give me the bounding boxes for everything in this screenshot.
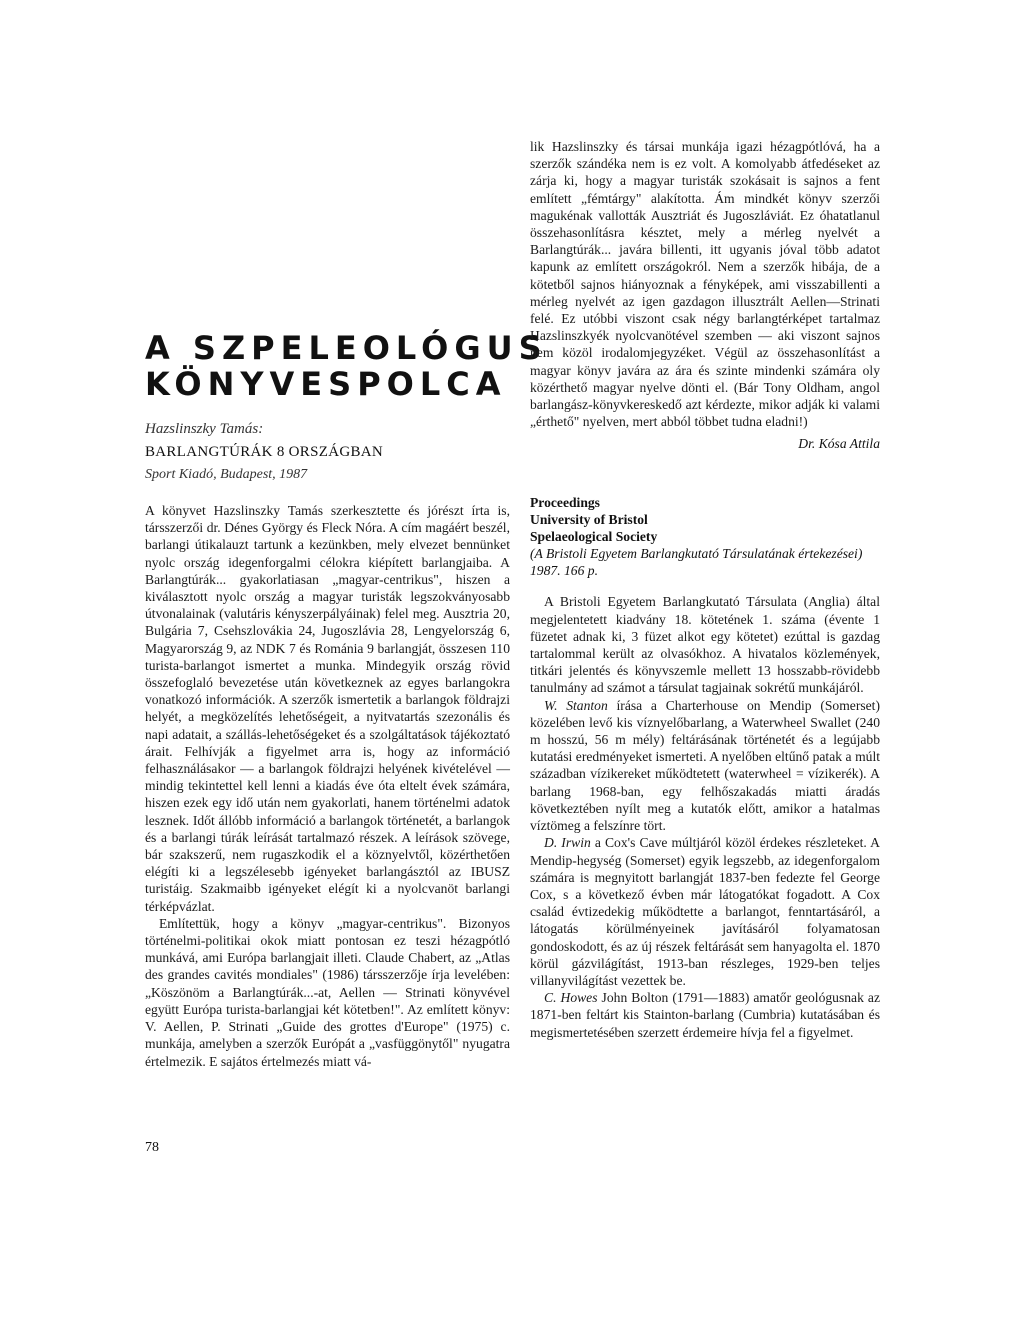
review-body-left: [145, 502, 510, 1070]
review-paragraph-2-cont: lik Hazslinszky és társai munkája igazi hézagpótlóvá, ha a szerzők szándéka nem is ez volt. A komolyabb átfedéseket az zárja ki, hogy a magyar turisták szokásait is sajnos a fent említett „fémtárgy" alakította. Ám mindkét könyv szerzői magukénak vallották Ausztriát és Jugoszláviát. Ez óhatatlanul összehasonlításra késztet, mely a mérleg nyelvét a Barlangtúrák... javára billenti, itt ugyanis jóval több adatot kapunk az említett országokról. Nem a szerzők hibája, de a kötetből sajnos hiányoznak a fényképek, ami visszabillenti a mérleg nyelvét az igen gazdagon illusztrált Aellen—Strinati felé. Ez utóbbi viszont csak négy barlangtérképet tartalmaz Hazslinszkyék nyolcvanötével szemben — aki viszont sajnos nem közöl irodalomjegyzéket. Végül az összehasonlítást a magyar könyv javára az ára és szinte mindenki számára oly közérthető magyar nyelve dönti el. (Bár Tony Oldham, angol barlangász-könyvkereskedő azt kérdezte, mikor adják ki valami „érthető" nyelven, mert abból többet tudna eladni!): [530, 139, 880, 430]
proceedings-publication: 1987. 166 p.: [530, 563, 598, 579]
proceedings-translation: (A Bristoli Egyetem Barlangkutató Társulatának értekezései): [530, 546, 863, 562]
right-column: [530, 138, 880, 1041]
paragraph-4-text: John Bolton (1791—1883) amatőr geológusnak az 1871-ben feltárt kis Stainton-barlang (Cumbria) kutatásában és megismertetésében szerzett érdemeire hívja fel a figyelmet.: [530, 990, 880, 1040]
proceedings-heading-line3: Spelaeological Society: [530, 529, 658, 545]
review-paragraph-1: A könyvet Hazslinszky Tamás szerkesztette és jórészt írta is, társszerzői dr. Dénes György és Fleck Nóra. A cím magáért beszél, barlangi útikalauzt tartunk a kezünkben, mely elvezet bennünket nyolc ország idegenforgalmi célokra kiépített barlangjaiba. A Barlangtúrák... gyakorlatiasan „magyar-centrikus", hiszen a kiválasztott nyolc ország a magyar turisták legszokványosabb útvonalainak (valutáris kényszerpályáinak) felel meg. Ausztria 20, Bulgária 7, Csehszlovákia 24, Jugoszlávia 28, Lengyelország 6, Magyarország 9, az NDK 7 és Románia 9 barlangját, összesen 110 turista-barlangot ismertet a munka. Mindegyik ország rövid összefoglaló bevezetése után következnek az egyes barlangokra vonatkozó információk. A szerzők ismertetik a barlangok földrajzi helyét, a megközelítés lehetőségeit, a nyitvatartás szezonális és napi adatait, a szállás-lehetőségeket és a szolgáltatások tájékoztató árait. Felhívják a figyelmet arra is, hogy az információ felhasználásakor — a barlangok földrajzi helyének kivételével — mindig tekintettel kell lenni a kiadás éve óta eltelt évek számára, hiszen ezek egy idő után nem gyakorlati, hanem történelmi adatok lesznek. Időt állóbb információ a barlangok történetét, a barlangok és a barlangi túrák leírását tartalmazó részek. A leírások szövege, bár szakszerű, nem rugaszkodik el a köznyelvtől, közérthetően elégíti ki a legszélesebb igényeket barlangásztól az IBUSZ turistáig. Szakmaibb igényeket elégít ki a nyolcvanöt barlangi térképvázlat.: [145, 503, 510, 914]
section-heading-line2: KÖNYVESPOLCA: [145, 365, 507, 403]
review-signature: [530, 436, 880, 452]
proceedings-paragraph-1: A Bristoli Egyetem Barlangkutató Társulata (Anglia) által megjelentetett kiadvány 18. kötetének 1. száma (évente 1 füzetet adnak ki, 3 füzet alkot egy kötetet) ezúttal is gazdag tartalommal került az olvasókhoz. A hivatalos közlemények, titkári jelentés és könyvszemle mellett 13 hosszabb-rövidebb tanulmány ad számot a társulat tagjainak sokrétű munkájáról.: [530, 594, 880, 696]
review-author: Hazslinszky Tamás:: [145, 421, 264, 437]
paragraph-3-author: D. Irwin: [544, 835, 591, 851]
paragraph-3-text: a Cox's Cave múltjáról közöl érdekes részleteket. A Mendip-hegység (Somerset) egyik legszebb, az idegenforgalom számára is megnyitott barlangját 1837-ben fedezte fel George Cox, s a következő évben már látogatókat fogadott. A Cox család évtizedekig működtette a barlangot, fenntartásáról, a látogatás körülményeinek javításáról folyamatosan gondoskodott, és az új részek feltárását sem hanyagolta el. 1870 körül gázvilágítást, 1913-ban részleges, 1929-ben teljes villanyvilágítást vezettek be.: [530, 835, 880, 988]
book-publisher: Sport Kiadó, Budapest, 1987: [145, 467, 308, 482]
proceedings-paragraph-3: [530, 834, 880, 989]
signature-name: Kósa Attila: [818, 436, 880, 452]
proceedings-paragraph-4: [530, 989, 880, 1041]
review-body-right: [530, 138, 880, 430]
left-column: [145, 329, 548, 1070]
proceedings-heading: [530, 494, 880, 545]
review-paragraph-2-start: Említettük, hogy a könyv „magyar-centrikus". Bizonyos történelmi-politikai okok miatt pontosan ez teszi hézagpótló munkává, ami Európa barlangjait illeti. Claude Chabert, az „Atlas des grandes cavités mondiales" (1986) társszerzője írja levelében: „Köszönöm a Barlangtúrák...-at, Aellen — Strinati könyvével együtt Európa turista-barlangjai két kötetben!". Az említett könyv: V. Aellen, P. Strinati „Guide des grottes d'Europe" (1975) c. munkája, amelyben a szerzők Európát a „vasfüggönytől" nyugatra értelmezik. E sajátos értelmezés miatt vá-: [145, 915, 510, 1069]
page-number: 78: [145, 1140, 159, 1155]
book-title: BARLANGTÚRÁK 8 ORSZÁGBAN: [145, 444, 384, 460]
section-heading-line1: A SZPELEOLÓGUS: [145, 329, 548, 367]
proceedings-heading-line1: Proceedings: [530, 495, 600, 511]
paragraph-2-text: írása a Charterhouse on Mendip (Somerset) közelében levő kis víznyelőbarlang, a Waterwheel Swallet (240 m hosszú, 56 m mély) feltárásának történetét és a legújabb kutatási eredményeket ismerteti. A nyelőben eltűnő patak a múlt században vízikereket működtetett (waterwheel = vízikerék). A barlang 1968-ban, egy felhőszakadás miatti áradás következtében nyílt meg a kutatók előtt, amikor a hatalmas víztömeg a felszínre tört.: [530, 697, 880, 834]
proceedings-paragraph-2: [530, 697, 880, 835]
signature-prefix: Dr.: [798, 436, 816, 452]
proceedings-body: [530, 593, 880, 1040]
proceedings-heading-line2: University of Bristol: [530, 512, 648, 528]
paragraph-2-author: W. Stanton: [544, 697, 608, 713]
paragraph-4-author: C. Howes: [544, 990, 598, 1006]
